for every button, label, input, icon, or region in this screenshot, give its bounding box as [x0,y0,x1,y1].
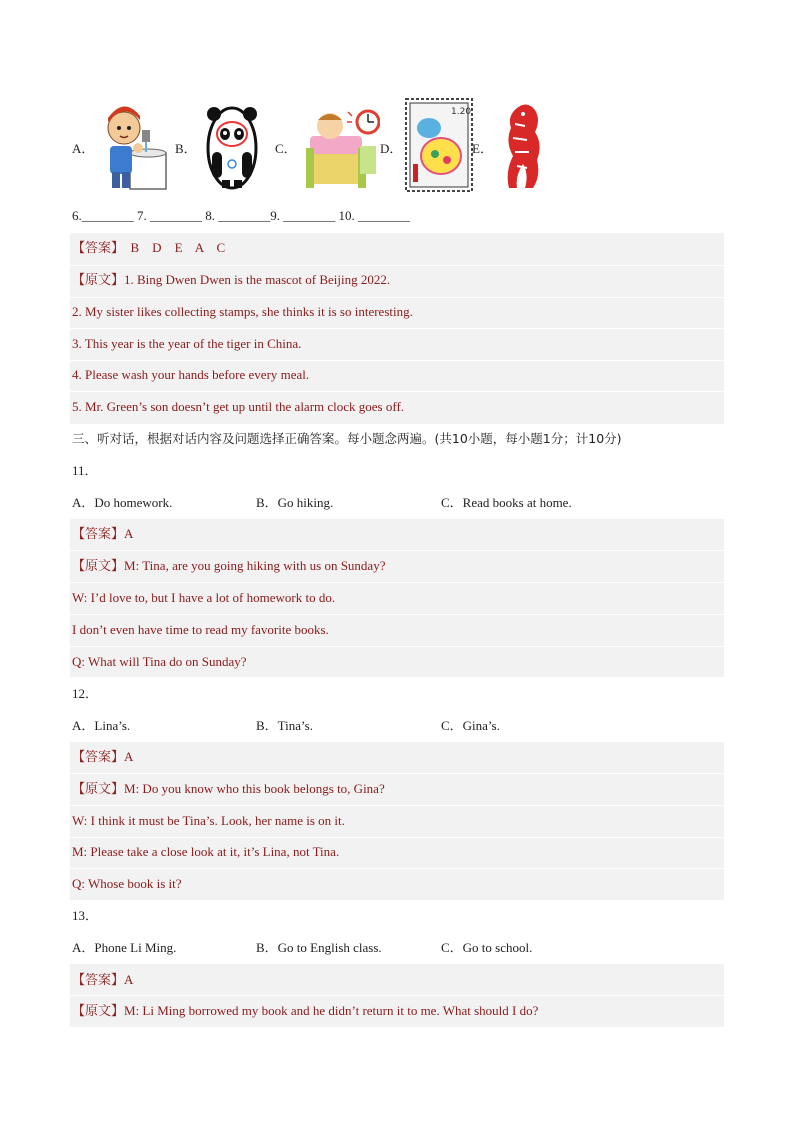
row-divider [70,614,724,615]
question-12-option-a: A．Lina’s. [72,718,131,733]
source-tag: 【原文】 [72,558,125,573]
answer-text: B D E A C [124,240,226,255]
boy-washing-hands-icon [102,98,172,193]
row-divider [70,360,724,361]
picture-label-b: B． [175,141,197,156]
source-tag: 【原文】 [72,1003,125,1018]
answer-value: A [124,749,134,764]
question-12-source-line-4: Q: Whose book is it? [72,876,182,891]
row-divider [70,265,724,266]
answer-blanks: 6.________ 7. ________ 8. ________9. ________ 10. ________ [72,208,410,223]
question-12-source-line-3: M: Please take a close look at it, it’s Lina, not Tina. [72,844,340,859]
question-11-number: 11． [72,463,98,478]
part2-source-line-1 [72,270,390,290]
question-13-option-c: C．Go to school. [441,940,533,955]
row-divider [70,805,724,806]
row-divider [70,391,724,392]
row-divider [70,328,724,329]
answer-value: A [124,526,134,541]
source-text: 1. Bing Dwen Dwen is the mascot of Beijing 2022. [124,272,391,287]
question-11-answer [72,524,133,544]
source-text: M: Li Ming borrowed my book and he didn’t return it to me. What should I do? [124,1003,539,1018]
section3-title: 三、听对话，根据对话内容及问题选择正确答案。每小题念两遍。(共10小题，每小题1分；计10分) [72,431,622,446]
picture-options-row [72,98,752,193]
part2-source-line-4: 4. Please wash your hands before every meal. [72,367,310,382]
boy-in-bed-alarm-clock-icon [302,98,380,193]
question-12-source-line-1 [72,779,385,799]
question-11-source-line-4: Q: What will Tina do on Sunday? [72,654,247,669]
rabbit-stamp-icon [405,98,473,193]
row-divider [70,550,724,551]
picture-label-e: E． [472,141,493,156]
part2-source-line-5: 5. Mr. Green’s son doesn’t get up until the alarm clock goes off. [72,399,405,414]
answer-value: A [124,972,134,987]
question-13-source-line-1 [72,1001,538,1021]
bing-dwen-dwen-mascot-icon [202,98,262,193]
source-tag: 【原文】 [72,272,125,287]
source-tag: 【原文】 [72,781,125,796]
part2-source-line-3: 3. This year is the year of the tiger in China. [72,336,302,351]
picture-label-d: D． [380,141,403,156]
question-11-source-line-2: W: I’d love to, but I have a lot of homework to do. [72,590,336,605]
part2-answer-line [72,238,225,258]
row-divider [70,773,724,774]
answer-tag: 【答案】 [72,526,125,541]
question-12-option-b: B．Tina’s. [256,718,313,733]
question-11-option-c: C．Read books at home. [441,495,572,510]
question-13-answer [72,970,133,990]
question-13-number: 13． [72,908,99,923]
question-12-source-line-2: W: I think it must be Tina’s. Look, her name is on it. [72,813,345,828]
row-divider [70,582,724,583]
source-text: M: Tina, are you going hiking with us on Sunday? [124,558,386,573]
answer-tag: 【答案】 [72,972,125,987]
question-13-option-b: B．Go to English class. [256,940,382,955]
picture-label-c: C． [275,141,297,156]
question-11-option-a: A．Do homework. [72,495,173,510]
question-12-number: 12． [72,686,99,701]
question-11-option-b: B．Go hiking. [256,495,334,510]
row-divider [70,995,724,996]
part2-source-line-2: 2. My sister likes collecting stamps, she thinks it is so interesting. [72,304,413,319]
source-text: M: Do you know who this book belongs to, Gina? [124,781,385,796]
question-13-option-a: A．Phone Li Ming. [72,940,177,955]
svg-text:1.20: 1.20 [451,107,472,117]
question-12-option-c: C．Gina’s. [441,718,500,733]
question-12-answer [72,747,133,767]
row-divider [70,297,724,298]
question-11-source-line-3: I don’t even have time to read my favorite books. [72,622,329,637]
answer-tag: 【答案】 [72,749,125,764]
row-divider [70,646,724,647]
red-tiger-icon [497,98,547,193]
question-11-source-line-1 [72,556,385,576]
row-divider [70,837,724,838]
picture-label-a: A． [72,141,95,156]
answer-tag: 【答案】 [72,240,125,255]
row-divider [70,868,724,869]
